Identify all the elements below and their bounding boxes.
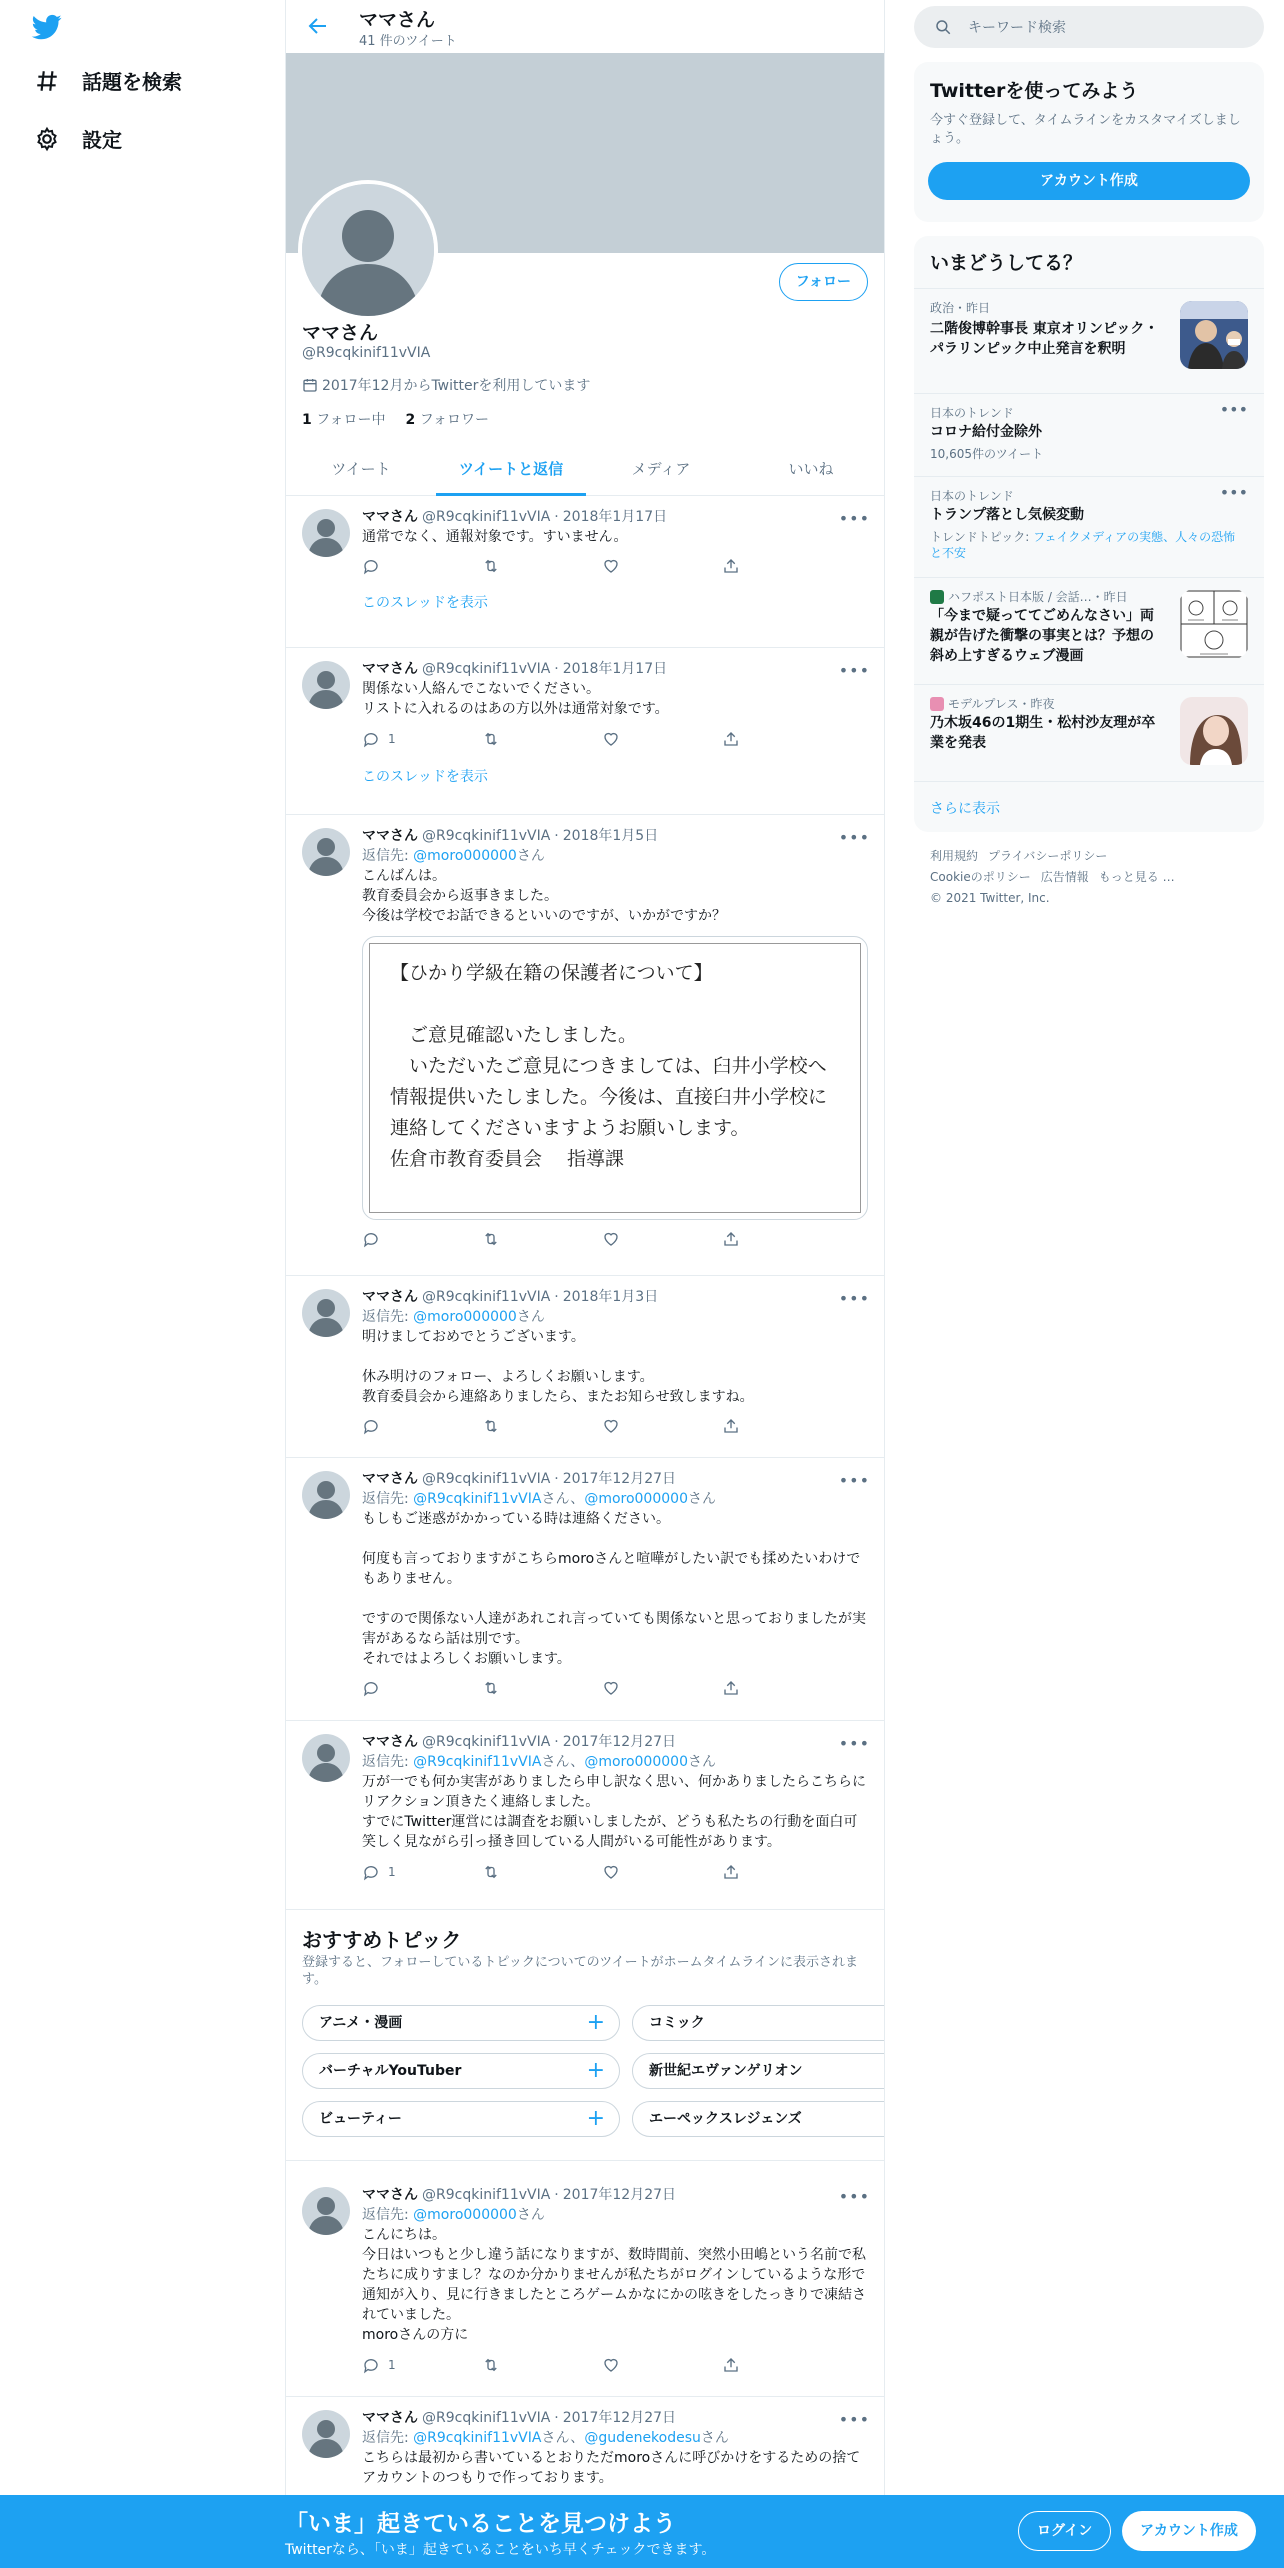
bottom-bar-subtitle: Twitterなら、「いま」起きていることをいち早くチェックできます。 (285, 2542, 716, 2558)
tweet-text: こちらは最初から書いているとおりただmoroさんに呼びかけをするための捨てアカウントのつもりで作っております。 (362, 2450, 861, 2486)
profile-timeline (285, 0, 885, 2568)
tweet[interactable]: ••• ママさん @R9cqkinif11vVIA · 2017年12月27日 返信先: @moro000000さん こんにちは。 今日はいつもと少し違う話になりますが、数時間前、突然小田嶋という名前で私たちに成りすまし？なのか分かりませんが私たちがログインしているような形で通知が入り、見に行きましたところゲームかなにかの呟きをしたっきりで凍結されていました。 moroさんの方に 1 (286, 2175, 885, 2397)
retweet-icon (482, 1863, 500, 1881)
reply-icon (362, 1417, 380, 1435)
topic-chip[interactable]: ビューティー + (302, 2101, 620, 2137)
reply-to-link[interactable]: @R9cqkinif11vVIA (413, 1491, 542, 1507)
more-icon[interactable]: ••• (838, 509, 870, 528)
back-arrow-icon[interactable] (306, 14, 330, 38)
profile-joined (302, 375, 590, 395)
footer-link[interactable]: もっと見る … (1098, 870, 1175, 884)
trend-thumbnail (1180, 301, 1248, 369)
share-button[interactable] (722, 2355, 782, 2375)
reply-button[interactable] (362, 729, 422, 749)
like-button[interactable] (602, 1679, 662, 1697)
bottom-bar-title: 「いま」起きていることを見つけよう (285, 2511, 676, 2537)
joined-date: 2017年12月からTwitterを利用しています (322, 378, 591, 394)
modelpress-logo-icon (930, 697, 944, 711)
profile-tabs (286, 444, 885, 496)
search-icon (934, 18, 952, 36)
tab-tweets-and-replies[interactable]: ツイートと返信 (436, 444, 586, 495)
signup-button[interactable]: アカウント作成 (1122, 2511, 1256, 2551)
share-icon (722, 1417, 740, 1435)
more-icon[interactable]: ••• (1219, 400, 1248, 419)
plus-icon[interactable]: + (586, 2058, 605, 2083)
trend-item[interactable]: モデルプレス・昨夜 乃木坂46の1期生・松村沙友理が卒業を発表 (914, 684, 1264, 780)
tweet-actions (362, 1417, 782, 1435)
reply-to-link[interactable]: @moro000000 (413, 848, 517, 864)
tab-media[interactable]: メディア (631, 460, 691, 478)
reply-to-link-2[interactable]: @gudenekodesu (584, 2430, 701, 2446)
reply-icon (362, 1863, 380, 1881)
topic-chip[interactable]: アニメ・漫画 + (302, 2005, 620, 2041)
tweet[interactable]: ••• ママさん @R9cqkinif11vVIA · 2018年1月17日 関係ない人絡んでこないでください。 リストに入れるのはあの方以外は通常対象です。 1 このスレッドを表示 (286, 649, 885, 815)
avatar[interactable] (302, 2187, 350, 2235)
tweet-handle: @R9cqkinif11vVIA (422, 1734, 551, 1750)
trends-card (914, 236, 1264, 832)
tweet-date[interactable]: 2017年12月27日 (562, 1734, 677, 1750)
retweet-button[interactable] (482, 2355, 542, 2375)
tweet-actions (362, 2355, 782, 2375)
header-profile-name: ママさん (359, 9, 436, 31)
retweet-button[interactable] (482, 1417, 542, 1435)
tweet-actions (362, 1679, 782, 1697)
trend-title: トランプ落とし気候変動 (930, 507, 1084, 523)
tweet-text: こんばんは。 教育委員会から返事きました。 今後は学校でお話できるといいのですが、いかがですか？ (362, 868, 726, 924)
retweet-icon (482, 1679, 500, 1697)
nav-settings-label: 設定 (82, 128, 122, 152)
reply-to-link[interactable]: @moro000000 (413, 2207, 517, 2223)
tweet-handle: @R9cqkinif11vVIA (422, 1289, 551, 1305)
gear-icon (34, 126, 60, 152)
topics-subtitle: 登録すると、フォローしているトピックについてのツイートがホームタイムラインに表示されます。 (302, 1955, 859, 1987)
share-button[interactable] (722, 729, 782, 749)
nav-explore-label: 話題を検索 (82, 70, 182, 94)
more-icon[interactable]: ••• (838, 2187, 870, 2206)
share-button[interactable] (722, 1679, 782, 1697)
heart-icon (602, 1863, 620, 1881)
tweet-handle: @R9cqkinif11vVIA (422, 1471, 551, 1487)
follow-button[interactable]: フォロー (779, 263, 868, 301)
followers-stat[interactable]: 2 フォロワー (405, 412, 490, 428)
reply-button[interactable] (362, 1679, 422, 1697)
heart-icon (602, 557, 620, 575)
reply-button[interactable] (362, 1230, 422, 1248)
share-icon (722, 1679, 740, 1697)
tweet-date[interactable]: 2018年1月3日 (562, 1289, 659, 1305)
trend-title: コロナ給付金除外 (930, 424, 1042, 440)
nav-explore[interactable] (34, 66, 182, 95)
calendar-icon (302, 377, 318, 393)
trend-topics: トレンドトピック: フェイクメディアの実態、人々の恐怖と不安 (930, 530, 1236, 560)
copyright: © 2021 Twitter, Inc. (930, 891, 1050, 905)
avatar[interactable] (302, 2410, 350, 2458)
trend-title: 乃木坂46の1期生・松村沙友理が卒業を発表 (930, 715, 1156, 751)
tweet-date[interactable]: 2017年12月27日 (562, 1471, 677, 1487)
topic-chip[interactable]: コミック (632, 2005, 885, 2041)
share-icon (722, 2356, 740, 2374)
topic-chip[interactable]: バーチャルYouTuber + (302, 2053, 620, 2089)
reply-icon (362, 2356, 380, 2374)
retweet-button[interactable] (482, 557, 542, 575)
reply-to-link-2[interactable]: @moro000000 (584, 1754, 688, 1770)
signup-card (914, 62, 1264, 222)
heart-icon (602, 1679, 620, 1697)
plus-icon[interactable]: + (586, 2010, 605, 2035)
tweet-text: こんにちは。 今日はいつもと少し違う話になりますが、数時間前、突然小田嶋という名前で私たちに成りすまし？なのか分かりませんが私たちがログインしているような形で通知が入り、見に行きましたところゲームかなにかの呟きをしたっきりで凍結されていました。 moroさんの方に (362, 2227, 866, 2343)
tweet-author: ママさん (362, 2410, 418, 2426)
show-more-link[interactable]: さらに表示 (930, 801, 1000, 817)
reply-to: 返信先: @moro000000さん (362, 848, 545, 864)
share-icon (722, 1230, 740, 1248)
plus-icon[interactable]: + (586, 2106, 605, 2131)
tweet-text: 関係ない人絡んでこないでください。 リストに入れるのはあの方以外は通常対象です。 (362, 681, 669, 717)
trend-count: 10,605件のツイート (930, 447, 1044, 461)
tweet[interactable]: ••• ママさん @R9cqkinif11vVIA · 2017年12月27日 返信先: @R9cqkinif11vVIAさん、@moro000000さん 万が一でも何か実害がありましたら申し訳なく思い、何かありましたらこちらにリアクション頂きたく連絡しました。 すでにTwitter運営には調査をお願いしましたが、どうも私たちの行動を面白可笑しく見ながら引っ掻き回している人間がいる可能性があります。 1 (286, 1722, 885, 1910)
twitter-logo-icon[interactable] (30, 12, 64, 42)
profile-handle: @R9cqkinif11vVIA (302, 345, 431, 361)
tweet-image[interactable] (362, 936, 868, 1220)
share-button[interactable] (722, 1862, 782, 1882)
tweet-actions (362, 1862, 782, 1882)
share-icon (722, 1863, 740, 1881)
login-button[interactable]: ログイン (1018, 2511, 1111, 2551)
avatar[interactable] (302, 1471, 350, 1519)
tweet-author: ママさん (362, 1471, 418, 1487)
header-tweet-count: 41 件のツイート (359, 34, 457, 49)
tweet-actions (362, 557, 782, 575)
reply-to: 返信先: @R9cqkinif11vVIAさん、@gudenekodesuさん (362, 2430, 729, 2446)
signup-card-text: 今すぐ登録して、タイムラインをカスタマイズしましょう。 (930, 113, 1241, 146)
trend-title: 二階俊博幹事長 東京オリンピック・パラリンピック中止発言を釈明 (930, 321, 1159, 357)
footer-link[interactable]: 広告情報 (1040, 870, 1089, 884)
tweet-image-text: 【ひかり学級在籍の保護者について】 ご意見確認いたしました。 いただいたご意見につきましては、臼井小学校へ情報提供いたしました。今後は、直接臼井小学校に連絡してくださいますようお願いします。 佐倉市教育委員会 指導課 (369, 943, 861, 1213)
reply-icon (362, 1679, 380, 1697)
trends-title: いまどうしてる？ (930, 252, 1083, 274)
retweet-icon (482, 1230, 500, 1248)
footer-link[interactable]: Cookieのポリシー (930, 870, 1031, 884)
search-box[interactable] (914, 6, 1264, 48)
tweet-author: ママさん (362, 509, 418, 525)
retweet-icon (482, 1417, 500, 1435)
tweet-text: 明けましておめでとうございます。 休み明けのフォロー、よろしくお願いします。 教育委員会から連絡ありましたら、またお知らせ致しますね。 (362, 1329, 754, 1405)
heart-icon (602, 1417, 620, 1435)
heart-icon (602, 2356, 620, 2374)
reply-to: 返信先: @moro000000さん (362, 1309, 545, 1325)
recommended-topics (286, 1910, 885, 2161)
more-icon[interactable]: ••• (838, 828, 870, 847)
tweet[interactable]: ••• ママさん @R9cqkinif11vVIA · 2017年12月27日 返信先: @R9cqkinif11vVIAさん、@moro000000さん もしもご迷惑がかかっている時は連絡ください。 何度も言っておりますがこちらmoroさんと喧嘩がしたい訳でも揉めたいわけでもありません。 ですので関係ない人達があれこれ言っていても関係ないと思っておりましたが実害があるなら話は別です。 それではよろしくお願いします。 (286, 1459, 885, 1721)
retweet-icon (482, 557, 500, 575)
like-button[interactable] (602, 1417, 662, 1435)
create-account-button[interactable]: アカウント作成 (928, 162, 1250, 200)
tweet-author: ママさん (362, 1289, 418, 1305)
tweet-date[interactable]: 2017年12月27日 (562, 2187, 677, 2203)
share-button[interactable] (722, 1417, 782, 1435)
tweet-date[interactable]: 2018年1月17日 (562, 509, 668, 525)
reply-to: 返信先: @R9cqkinif11vVIAさん、@moro000000さん (362, 1491, 716, 1507)
avatar[interactable] (302, 1289, 350, 1337)
tweet-author: ママさん (362, 661, 418, 677)
reply-count: 1 (388, 732, 396, 746)
share-button[interactable] (722, 1230, 782, 1248)
avatar[interactable] (302, 1734, 350, 1782)
reply-icon (362, 557, 380, 575)
hashtag-icon (34, 68, 60, 94)
avatar[interactable] (302, 509, 350, 557)
more-icon[interactable]: ••• (838, 1471, 870, 1490)
following-stat[interactable]: 1 フォロー中 (302, 412, 386, 428)
reply-icon (362, 730, 380, 748)
tweet[interactable]: ••• ママさん @R9cqkinif11vVIA · 2018年1月17日 通常でなく、通報対象です。すいません。 このスレッドを表示 (286, 497, 885, 648)
profile-stats (302, 409, 489, 429)
tweet-handle: @R9cqkinif11vVIA (422, 2187, 551, 2203)
left-navigation (0, 0, 285, 2568)
reply-to-link-2[interactable]: @moro000000 (584, 1491, 688, 1507)
reply-to-link[interactable]: @R9cqkinif11vVIA (413, 1754, 542, 1770)
tweet-handle: @R9cqkinif11vVIA (422, 828, 551, 844)
tweet-date[interactable]: 2018年1月17日 (562, 661, 668, 677)
profile-avatar[interactable] (298, 180, 438, 320)
share-button[interactable] (722, 557, 782, 575)
avatar[interactable] (302, 828, 350, 876)
more-icon[interactable]: ••• (838, 661, 870, 680)
reply-to: 返信先: @moro000000さん (362, 2207, 545, 2223)
tweet-text: 万が一でも何か実害がありましたら申し訳なく思い、何かありましたらこちらにリアクション頂きたく連絡しました。 すでにTwitter運営には調査をお願いしましたが、どうも私たちの行動を面白可笑しく見ながら引っ掻き回している人間がいる可能性があります。 (362, 1774, 866, 1850)
trend-thumbnail (1180, 697, 1248, 765)
profile-name: ママさん (302, 322, 379, 344)
show-thread-link[interactable]: このスレッドを表示 (362, 595, 488, 611)
huffpost-logo-icon (930, 590, 944, 604)
like-button[interactable] (602, 1230, 662, 1248)
retweet-button[interactable] (482, 729, 542, 749)
reply-button[interactable] (362, 557, 422, 575)
profile-header-bar (286, 0, 885, 53)
heart-icon (602, 730, 620, 748)
like-button[interactable] (602, 557, 662, 575)
retweet-button[interactable] (482, 1862, 542, 1882)
trend-item[interactable]: 政治・昨日 二階俊博幹事長 東京オリンピック・パラリンピック中止発言を釈明 (914, 288, 1264, 392)
topic-chip[interactable]: 新世紀エヴァンゲリオン (632, 2053, 885, 2089)
tweet-author: ママさん (362, 2187, 418, 2203)
trend-item[interactable]: 日本のトレンド コロナ給付金除外 10,605件のツイート ••• (914, 393, 1264, 475)
signup-card-title: Twitterを使ってみよう (930, 80, 1139, 102)
reply-count: 1 (388, 2358, 396, 2372)
topics-title: おすすめトピック (302, 1928, 462, 1952)
trend-thumbnail (1180, 590, 1248, 658)
more-icon[interactable]: ••• (838, 1289, 870, 1308)
tweet-handle: @R9cqkinif11vVIA (422, 509, 551, 525)
retweet-icon (482, 730, 500, 748)
trend-item[interactable]: 日本のトレンド トランプ落とし気候変動 トレンドトピック: フェイクメディアの実態、人々の恐怖と不安 ••• (914, 476, 1264, 576)
more-icon[interactable]: ••• (838, 1734, 870, 1753)
like-button[interactable] (602, 729, 662, 749)
nav-settings[interactable] (34, 124, 122, 153)
reply-icon (362, 1230, 380, 1248)
tweet[interactable]: ••• ママさん @R9cqkinif11vVIA · 2018年1月3日 返信先: @moro000000さん 明けましておめでとうございます。 休み明けのフォロー、よろしくお願いします。 教育委員会から連絡ありましたら、またお知らせ致しますね。 (286, 1277, 885, 1458)
retweet-icon (482, 2356, 500, 2374)
tweet-author: ママさん (362, 1734, 418, 1750)
share-icon (722, 557, 740, 575)
tweet[interactable]: ••• ママさん @R9cqkinif11vVIA · 2017年12月27日 返信先: @R9cqkinif11vVIAさん、@gudenekodesuさん こちらは最初から書いているとおりただmoroさんに呼びかけをするための捨てアカウントのつもりで作っております。 (286, 2398, 885, 2568)
tweet-date[interactable]: 2017年12月27日 (562, 2410, 677, 2426)
like-button[interactable] (602, 2355, 662, 2375)
tab-tweets[interactable]: ツイート (331, 460, 391, 478)
trend-title: 「今まで疑っててごめんなさい」両親が告げた衝撃の事実とは？予想の斜め上すぎるウェブ漫画 (930, 608, 1154, 664)
tweet-author: ママさん (362, 828, 418, 844)
tweet-actions (362, 1230, 782, 1248)
show-thread-link[interactable]: このスレッドを表示 (362, 769, 488, 785)
footer-link[interactable]: プライバシーポリシー (988, 849, 1108, 863)
tweet-handle: @R9cqkinif11vVIA (422, 2410, 551, 2426)
tweet-text: もしもご迷惑がかかっている時は連絡ください。 何度も言っておりますがこちらmoroさんと喧嘩がしたい訳でも揉めたいわけでもありません。 ですので関係ない人達があれこれ言っていても関係ないと思っておりましたが実害があるなら話は別です。 それではよろしくお願いします。 (362, 1511, 866, 1667)
default-avatar-icon (302, 184, 434, 316)
show-more-trends[interactable] (914, 781, 1264, 832)
tweet-handle: @R9cqkinif11vVIA (422, 661, 551, 677)
trend-item[interactable]: ハフポスト日本版 / 会話…・昨日 「今まで疑っててごめんなさい」両親が告げた衝撃の事実とは？予想の斜め上すぎるウェブ漫画 (914, 577, 1264, 683)
more-icon[interactable]: ••• (838, 2410, 870, 2429)
heart-icon (602, 1230, 620, 1248)
footer-link[interactable]: 利用規約 (930, 849, 979, 863)
tweet[interactable]: ••• ママさん @R9cqkinif11vVIA · 2018年1月5日 返信先: @moro000000さん こんばんは。 教育委員会から返事きました。 今後は学校でお話できるといいのですが、いかがですか？ 【ひかり学級在籍の保護者について】 ご意見確認いたしました。 いただいたご意見につきましては、臼井小学校へ情報提供いたしました。今後は、直接臼井小学校に連絡してくださいますようお願いします。 佐倉市教育委員会 指導課 (286, 816, 885, 1276)
tweet-text: 通常でなく、通報対象です。すいません。 (362, 529, 628, 545)
footer-links (930, 846, 1250, 909)
retweet-button[interactable] (482, 1679, 542, 1697)
more-icon[interactable]: ••• (1219, 483, 1248, 502)
retweet-button[interactable] (482, 1230, 542, 1248)
tweet-date[interactable]: 2018年1月5日 (562, 828, 659, 844)
tab-likes[interactable]: いいね (788, 460, 834, 478)
reply-button[interactable] (362, 1862, 422, 1882)
reply-button[interactable] (362, 2355, 422, 2375)
bottom-signup-bar (0, 2495, 1284, 2568)
reply-count: 1 (388, 1865, 396, 1879)
topic-chip[interactable]: エーペックスレジェンズ (632, 2101, 885, 2137)
share-icon (722, 730, 740, 748)
tweet-actions (362, 729, 782, 749)
reply-to-link[interactable]: @moro000000 (413, 1309, 517, 1325)
reply-button[interactable] (362, 1417, 422, 1435)
reply-to-link[interactable]: @R9cqkinif11vVIA (413, 2430, 542, 2446)
like-button[interactable] (602, 1862, 662, 1882)
reply-to: 返信先: @R9cqkinif11vVIAさん、@moro000000さん (362, 1754, 716, 1770)
avatar[interactable] (302, 661, 350, 709)
search-input[interactable]: キーワード検索 (968, 20, 1066, 36)
